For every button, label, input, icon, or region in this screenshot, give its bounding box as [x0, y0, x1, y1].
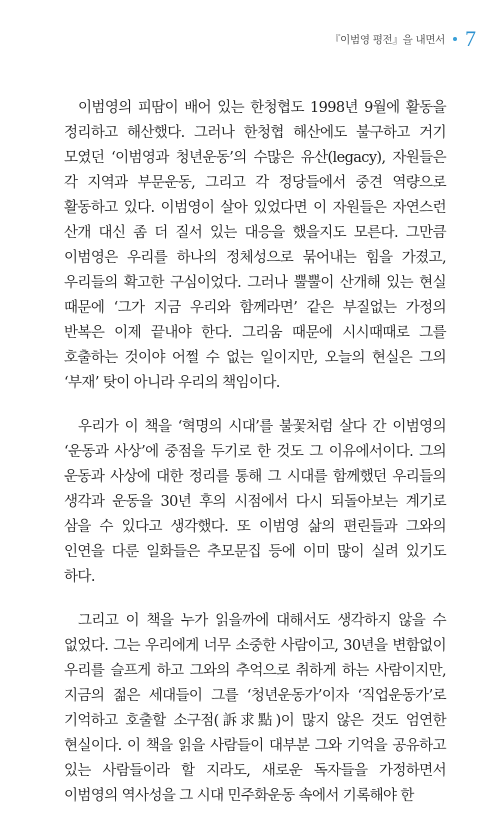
bullet-dot-icon — [453, 37, 457, 41]
paragraph — [64, 96, 446, 396]
body-text — [64, 96, 446, 828]
running-title: 『이범영 평전』을 내면서 — [329, 33, 445, 46]
paragraph — [64, 609, 446, 809]
paragraph-text: 그리고 이 책을 누가 읽을까에 대해서도 생각하지 않을 수 없었다. 그는 우리에게 너무 소중한 사람이고, 30년을 변함없이 우리를 슬프게 하고 그와의 추억으로 취하게 하는 사람이지만, 지금의 젊은 세대들이 그를 ‘청년운동가’이자 ‘직업운동가’로 기억하고 호출할 소구점(訴求點)이 많지 않은 것도 엄연한 현실이다. 이 책을 읽을 사람들이 대부분 그와 기억을 공유하고 있는 사람들이라 할 지라도, 새로운 독자들을 가정하면서 이범영의 역사성을 그 시대 민주화운동 속에서 기록해야 한 — [64, 613, 446, 804]
paragraph-text: 우리가 이 책을 ‘혁명의 시대’를 불꽃처럼 살다 간 이범영의 ‘운동과 사상’에 중점을 두기로 한 것도 그 이유에서이다. 그의 운동과 사상에 대한 정리를 통해 그 시대를 함께했던 우리들의 생각과 운동을 30년 후의 시점에서 다시 되돌아보는 계기로 삼을 수 있다고 생각했다. 또 이범영 삶의 편린들과 그와의 인연을 다룬 일화들은 추모문집 등에 이미 많이 실려 있기도 하다. — [64, 419, 446, 585]
page-number: 7 — [465, 26, 476, 51]
paragraph-text: 이범영의 피땀이 배어 있는 한청협도 1998년 9월에 활동을 정리하고 해산했다. 그러나 한청협 해산에도 불구하고 거기 모였던 ‘이범영과 청년운동’의 수많은 유산(legacy), 자원들은 각 지역과 부문운동, 그리고 각 정당들에서 중견 역량으로 활동하고 있다. 이범영이 살아 있었다면 이 자원들은 자연스런 산개 대신 좀 더 질서 있는 대응을 했을지도 모른다. 그만큼 이범영은 우리를 하나의 정체성으로 묶어내는 힘을 가졌고, 우리들의 확고한 구심이었다. 그러나 뿔뿔이 산개해 있는 현실 때문에 ‘그가 지금 우리와 함께라면’ 같은 부질없는 가정의 반복은 이제 끝내야 한다. 그리움 때문에 시시때때로 그를 호출하는 것이야 어쩔 수 없는 일이지만, 오늘의 현실은 그의 ‘부재’ 탓이 아니라 우리의 책임이다. — [64, 100, 446, 391]
paragraph — [64, 415, 446, 590]
running-header — [330, 28, 476, 50]
